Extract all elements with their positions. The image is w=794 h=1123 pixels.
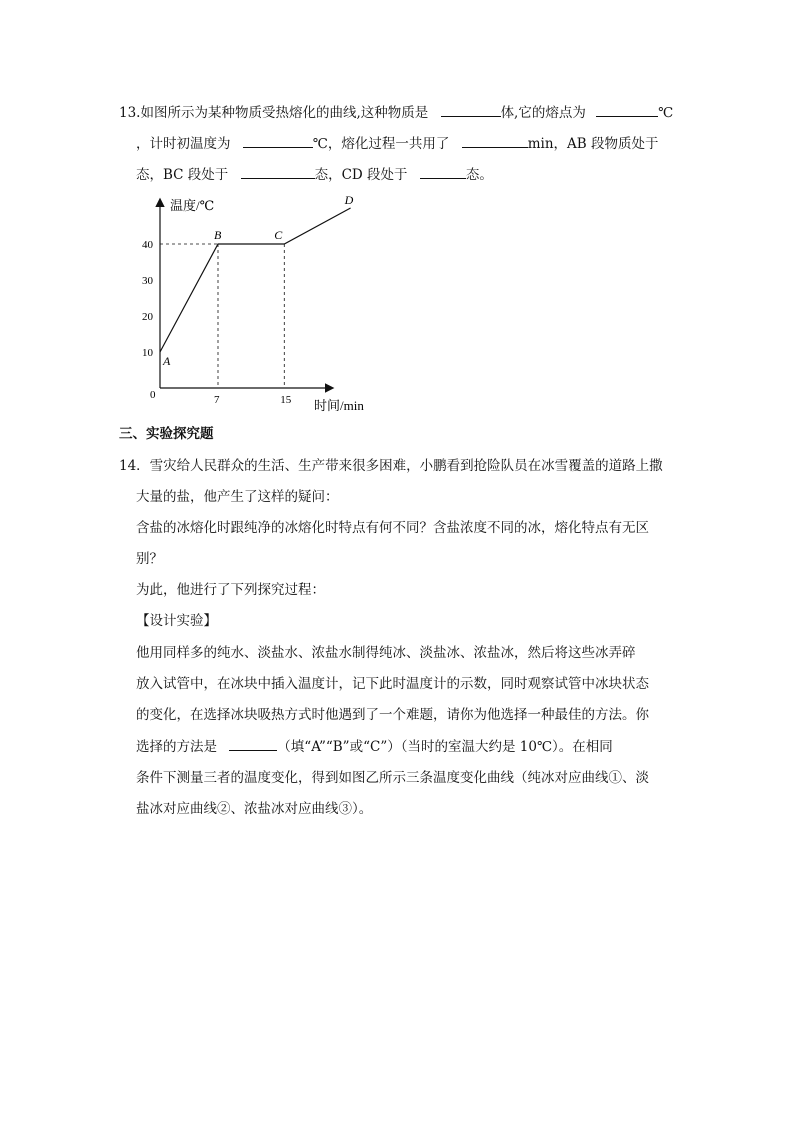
q14-text: 选择的方法是 <box>136 739 217 755</box>
y-tick-label: 10 <box>142 347 153 359</box>
q14-line-9: 的变化，在选择冰块吸热方式时他遇到了一个难题，请你为他选择一种最佳的方法。你 <box>136 707 649 723</box>
point-label-c: C <box>274 228 283 242</box>
y-tick-label: 20 <box>142 311 153 323</box>
q14-line-1: 14．雪灾给人民群众的生活、生产带来很多困难，小鹏看到抢险队员在冰雪覆盖的道路上撒 <box>119 458 663 474</box>
answer-blank-bc-state[interactable] <box>241 164 315 179</box>
answer-blank-melting-point[interactable] <box>596 102 658 117</box>
answer-blank-duration[interactable] <box>462 133 528 148</box>
q13-line-1 <box>119 102 673 123</box>
q13-text: ，计时初温度为 <box>136 136 231 152</box>
q13-text: 态。 <box>465 167 493 183</box>
q13-text: min，AB 段物质处于 <box>527 136 659 152</box>
q13-text: 态，BC 段处于 <box>136 167 229 183</box>
q14-line-4: 别？ <box>136 551 163 567</box>
x-tick-label: 7 <box>214 394 220 406</box>
q14-line-3: 含盐的冰熔化时跟纯净的冰熔化时特点有何不同？含盐浓度不同的冰，熔化特点有无区 <box>136 520 649 536</box>
melting-curve-line <box>160 208 351 352</box>
point-label-a: A <box>163 354 171 368</box>
q14-line-6: 【设计实验】 <box>136 613 217 629</box>
y-tick-label: 30 <box>142 275 153 287</box>
q14-line-5: 为此，他进行了下列探究过程： <box>136 582 325 598</box>
q14-line-7: 他用同样多的纯水、淡盐水、浓盐水制得纯冰、淡盐冰、浓盐冰，然后将这些冰弄碎 <box>136 645 636 661</box>
q13-text: ℃ <box>658 105 674 121</box>
q13-text: 体,它的熔点为 <box>500 105 586 121</box>
origin-label: 0 <box>150 389 156 401</box>
melting-curve-chart <box>130 190 380 420</box>
point-label-b: B <box>214 228 222 242</box>
y-axis-label: 温度/℃ <box>170 198 215 213</box>
q14-line-12: 盐冰对应曲线②、浓盐冰对应曲线③）。 <box>136 801 373 817</box>
q13-text: 态，CD 段处于 <box>314 167 408 183</box>
q13-text: ℃，熔化过程一共用了 <box>312 136 450 152</box>
x-axis-label: 时间/min <box>314 398 364 413</box>
q14-line-8: 放入试管中，在冰块中插入温度计，记下此时温度计的示数，同时观察试管中冰块状态 <box>136 676 649 692</box>
q14-line-11: 条件下测量三者的温度变化，得到如图乙所示三条温度变化曲线（纯冰对应曲线①、淡 <box>136 770 649 786</box>
answer-blank-state[interactable] <box>441 102 501 117</box>
q14-text: （填“A”“B”或“C”）（当时的室温大约是 10℃）。在相同 <box>277 739 613 755</box>
section-3-title: 三、实验探究题 <box>119 426 214 442</box>
x-tick-label: 15 <box>280 394 292 406</box>
q13-line-2 <box>136 133 658 154</box>
q14-line-10 <box>136 736 613 757</box>
y-tick-label: 40 <box>142 239 153 251</box>
answer-blank-initial-temp[interactable] <box>243 133 313 148</box>
answer-blank-cd-state[interactable] <box>420 164 466 179</box>
q13-text: 13.如图所示为某种物质受热熔化的曲线,这种物质是 <box>119 105 429 121</box>
q13-line-3 <box>136 164 493 185</box>
answer-blank-method[interactable] <box>229 736 277 751</box>
point-label-d: D <box>344 193 354 207</box>
q14-line-2: 大量的盐，他产生了这样的疑问： <box>136 489 339 505</box>
